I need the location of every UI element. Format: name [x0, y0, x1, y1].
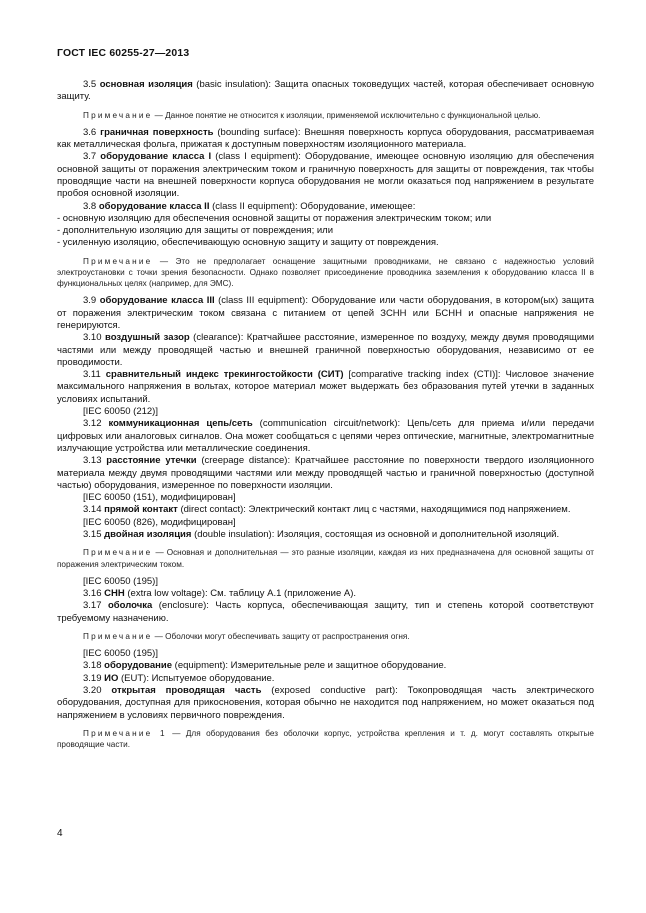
reference: [IEC 60050 (826), модифицирован]: [83, 516, 236, 528]
document-body: [57, 79, 594, 756]
definition-3-12: 3.12 коммуникационная цепь/сеть (communication circuit/network): Цепь/сеть для приема и/или передачи цифровых или аналоговых сигналов. Она может сообщаться с цепями через оптические, магнитные, электромагнитные излучающие устройства или металлические соединения.: [57, 418, 594, 454]
list-item: - дополнительную изоляцию для защиты от повреждения; или: [57, 225, 334, 237]
definition-3-10: 3.10 воздушный зазор (clearance): Кратчайшее расстояние, измеренное по воздуху, между двумя проводящими частями или между проводящей частью и внешней граничной поверхностью оборудования, независимо от ее проводимости.: [57, 332, 595, 368]
definition-3-17: 3.17 оболочка (enclosure): Часть корпуса, обеспечивающая защиту, тип и степень которой соответствуют требуемому назначению.: [57, 600, 595, 624]
definition-3-7: 3.7 оборудование класса I (class I equipment): Оборудование, имеющее основную изоляцию для обеспечения основной защиты от поражения электрическим током и граничную поверхность для защиты от повреждения, так чтобы проводящие части на внешней поверхности корпуса оборудования не могли оказаться под напряжением в результате пробоя основной изоляции.: [57, 151, 594, 200]
reference: [IEC 60050 (195)]: [83, 648, 158, 660]
reference: [IEC 60050 (212)]: [83, 406, 158, 418]
page-number: 4: [57, 828, 63, 839]
definition-3-19: 3.19 ИО (EUT): Испытуемое оборудование.: [83, 672, 275, 684]
definition-3-8: 3.8 оборудование класса II (class II equipment): Оборудование, имеющее:: [83, 200, 416, 212]
definition-3-6: 3.6 граничная поверхность (bounding surface): Внешняя поверхность корпуса оборудования, рассматриваемая как металлическая фольга, прижатая к доступным поверхностям изоляционного материала.: [57, 126, 594, 151]
definition-3-20: 3.20 открытая проводящая часть (exposed conductive part): Токопроводящая часть электрического оборудования, доступная для прикосновения, которая обычно не находится под напряжением, но может оказаться под напряжением в условиях первичного повреждения.: [57, 685, 595, 721]
definition-3-14: 3.14 прямой контакт (direct contact): Электрический контакт лиц с частями, находящимися под напряжением.: [83, 504, 571, 516]
note: Примечание — Основная и дополнительная — это разные изоляции, каждая из них предназначена для основной защиты от поражения электрическим током.: [57, 548, 594, 569]
note: Примечание — Это не предполагает оснащение защитными проводниками, не связано с надежностью условий электроустановки с точки зрения безопасности. Однако позволяет присоединение проводника заземления к оборудованию класса II в функциональных целях (например, для ЭМС).: [57, 256, 594, 289]
reference: [IEC 60050 (151), модифицирован]: [83, 492, 236, 504]
definition-3-9: 3.9 оборудование класса III (class III equipment): Оборудование или части оборудования, в котором(ых) защита от поражения электрическим током связана с питанием от цепей ЗСНН или БСНН и опасные напряжения не генерируются.: [57, 295, 594, 331]
note: Примечание — Оболочки могут обеспечивать защиту от распространения огня.: [83, 631, 410, 641]
list-item: - основную изоляцию для обеспечения основной защиты от поражения электрическим током; или: [57, 212, 492, 224]
running-header: ГОСТ IEC 60255-27—2013: [57, 48, 190, 59]
note: Примечание 1 — Для оборудования без оболочки корпус, устройства крепления и т. д. могут составлять открытые проводящие части.: [57, 728, 594, 750]
list-item: - усиленную изоляцию, обеспечивающую основную защиту и защиту от повреждения.: [57, 237, 439, 249]
definition-3-11: 3.11 сравнительный индекс трекингостойкости (СИТ) [comparative tracking index (CTI)]: Числовое значение максимального напряжения в вольтах, которое материал может выдержать без образования путей утечки в заданных условиях испытаний.: [57, 369, 594, 405]
note: Примечание — Данное понятие не относится к изоляции, применяемой исключительно с функциональной целью.: [83, 110, 541, 120]
reference: [IEC 60050 (195)]: [83, 575, 158, 587]
definition-3-5: 3.5 основная изоляция (basic insulation): Защита опасных токоведущих частей, которая обеспечивает основную защиту.: [57, 79, 595, 103]
definition-3-13: 3.13 расстояние утечки (creepage distance): Кратчайшее расстояние по поверхности твердого изоляционного материала между двумя проводящими частями или между проводящей частью и граничной поверхностью (доступной частью) оборудования, измеренное по поверхности изоляции.: [57, 455, 594, 491]
definition-3-16: 3.16 СНН (extra low voltage): См. таблицу А.1 (приложение А).: [83, 588, 357, 600]
definition-3-15: 3.15 двойная изоляция (double insulation): Изоляция, состоящая из основной и дополнительной изоляций.: [83, 529, 560, 541]
definition-3-18: 3.18 оборудование (equipment): Измерительные реле и защитное оборудование.: [83, 660, 447, 672]
